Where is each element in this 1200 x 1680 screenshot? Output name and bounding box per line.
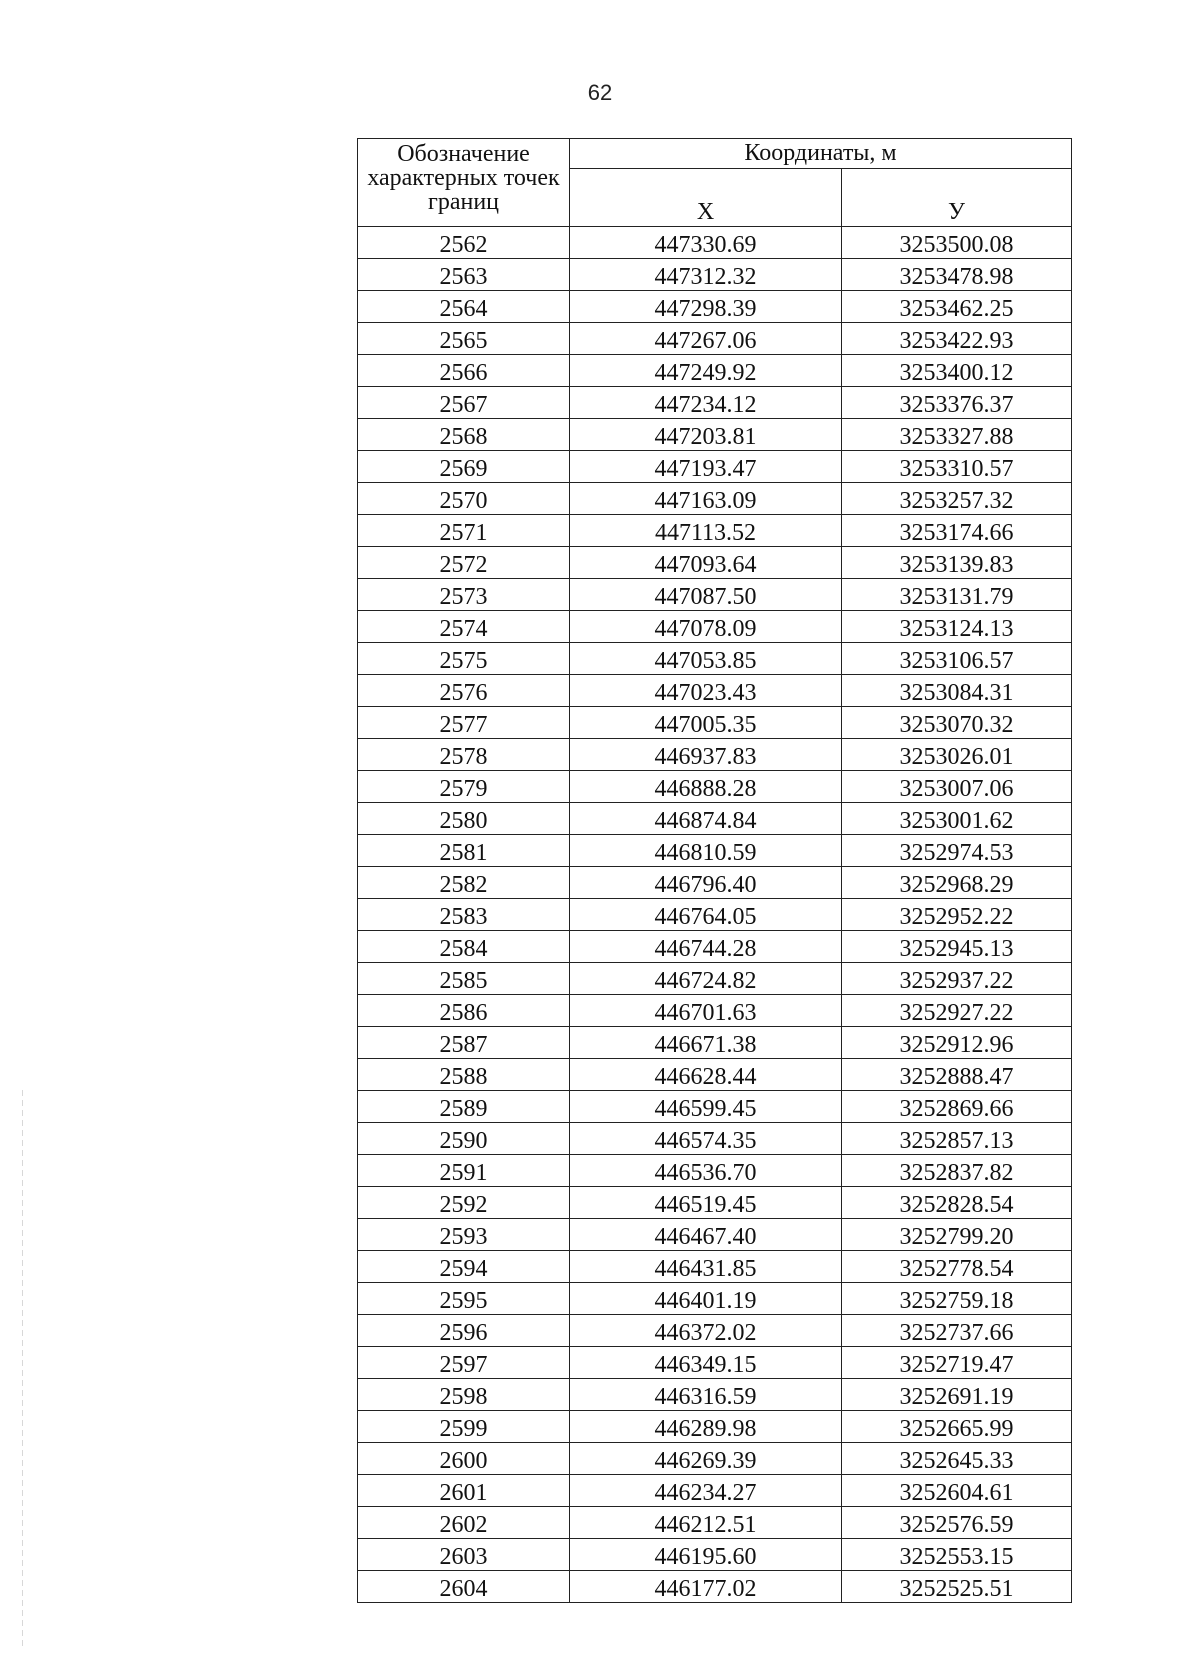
y-coordinate-cell: 3252759.18 <box>842 1283 1072 1315</box>
x-coordinate-cell: 447053.85 <box>570 643 842 675</box>
y-coordinate-cell: 3252737.66 <box>842 1315 1072 1347</box>
scan-edge-artifact <box>22 1090 23 1650</box>
x-coordinate-cell: 446372.02 <box>570 1315 842 1347</box>
point-id-cell: 2581 <box>358 835 570 867</box>
x-coordinate-cell: 447234.12 <box>570 387 842 419</box>
point-id-cell: 2587 <box>358 1027 570 1059</box>
x-coordinate-cell: 447113.52 <box>570 515 842 547</box>
x-coordinate-cell: 447298.39 <box>570 291 842 323</box>
table-row <box>358 259 1072 291</box>
y-coordinate-cell: 3253124.13 <box>842 611 1072 643</box>
y-coordinate-cell: 3252799.20 <box>842 1219 1072 1251</box>
coordinates-table <box>357 138 1072 1603</box>
y-coordinate-cell: 3252869.66 <box>842 1091 1072 1123</box>
y-coordinate-cell: 3252927.22 <box>842 995 1072 1027</box>
table-row <box>358 1539 1072 1571</box>
y-coordinate-cell: 3252857.13 <box>842 1123 1072 1155</box>
point-id-cell: 2599 <box>358 1411 570 1443</box>
table-row <box>358 803 1072 835</box>
x-coordinate-cell: 446269.39 <box>570 1443 842 1475</box>
x-coordinate-cell: 446289.98 <box>570 1411 842 1443</box>
point-id-cell: 2577 <box>358 707 570 739</box>
x-coordinate-cell: 446599.45 <box>570 1091 842 1123</box>
x-coordinate-cell: 446431.85 <box>570 1251 842 1283</box>
point-id-cell: 2564 <box>358 291 570 323</box>
point-id-cell: 2594 <box>358 1251 570 1283</box>
x-coordinate-cell: 446212.51 <box>570 1507 842 1539</box>
x-coordinate-cell: 447330.69 <box>570 227 842 259</box>
x-coordinate-cell: 447203.81 <box>570 419 842 451</box>
table-row <box>358 995 1072 1027</box>
x-coordinate-cell: 446536.70 <box>570 1155 842 1187</box>
x-coordinate-cell: 446874.84 <box>570 803 842 835</box>
y-coordinate-cell: 3253139.83 <box>842 547 1072 579</box>
x-coordinate-cell: 446401.19 <box>570 1283 842 1315</box>
x-coordinate-cell: 447193.47 <box>570 451 842 483</box>
point-id-cell: 2592 <box>358 1187 570 1219</box>
header-designation: Обозначение характерных точек границ <box>358 139 570 227</box>
x-coordinate-cell: 446234.27 <box>570 1475 842 1507</box>
table-row <box>358 707 1072 739</box>
point-id-cell: 2585 <box>358 963 570 995</box>
x-coordinate-cell: 447087.50 <box>570 579 842 611</box>
table-row <box>358 451 1072 483</box>
table-row <box>358 547 1072 579</box>
point-id-cell: 2583 <box>358 899 570 931</box>
point-id-cell: 2591 <box>358 1155 570 1187</box>
table-row <box>358 419 1072 451</box>
header-y: У <box>842 168 1072 226</box>
table-row <box>358 611 1072 643</box>
table-row <box>358 771 1072 803</box>
table-row <box>358 1219 1072 1251</box>
y-coordinate-cell: 3252952.22 <box>842 899 1072 931</box>
table-row <box>358 1315 1072 1347</box>
table-row <box>358 355 1072 387</box>
y-coordinate-cell: 3252828.54 <box>842 1187 1072 1219</box>
table-row <box>358 323 1072 355</box>
point-id-cell: 2565 <box>358 323 570 355</box>
point-id-cell: 2568 <box>358 419 570 451</box>
y-coordinate-cell: 3253327.88 <box>842 419 1072 451</box>
y-coordinate-cell: 3253007.06 <box>842 771 1072 803</box>
table-row <box>358 1091 1072 1123</box>
table-row <box>358 1123 1072 1155</box>
table-row <box>358 1507 1072 1539</box>
y-coordinate-cell: 3252912.96 <box>842 1027 1072 1059</box>
x-coordinate-cell: 447312.32 <box>570 259 842 291</box>
point-id-cell: 2604 <box>358 1571 570 1603</box>
x-coordinate-cell: 446574.35 <box>570 1123 842 1155</box>
x-coordinate-cell: 446519.45 <box>570 1187 842 1219</box>
table-row <box>358 1571 1072 1603</box>
y-coordinate-cell: 3253478.98 <box>842 259 1072 291</box>
point-id-cell: 2602 <box>358 1507 570 1539</box>
x-coordinate-cell: 447023.43 <box>570 675 842 707</box>
point-id-cell: 2570 <box>358 483 570 515</box>
x-coordinate-cell: 446810.59 <box>570 835 842 867</box>
point-id-cell: 2576 <box>358 675 570 707</box>
y-coordinate-cell: 3252945.13 <box>842 931 1072 963</box>
y-coordinate-cell: 3252525.51 <box>842 1571 1072 1603</box>
table-row <box>358 1059 1072 1091</box>
y-coordinate-cell: 3253422.93 <box>842 323 1072 355</box>
x-coordinate-cell: 446724.82 <box>570 963 842 995</box>
point-id-cell: 2571 <box>358 515 570 547</box>
point-id-cell: 2590 <box>358 1123 570 1155</box>
table-row <box>358 643 1072 675</box>
x-coordinate-cell: 446467.40 <box>570 1219 842 1251</box>
table-row <box>358 291 1072 323</box>
table-row <box>358 963 1072 995</box>
x-coordinate-cell: 447005.35 <box>570 707 842 739</box>
table-row <box>358 739 1072 771</box>
x-coordinate-cell: 446701.63 <box>570 995 842 1027</box>
y-coordinate-cell: 3252576.59 <box>842 1507 1072 1539</box>
point-id-cell: 2580 <box>358 803 570 835</box>
point-id-cell: 2578 <box>358 739 570 771</box>
x-coordinate-cell: 446888.28 <box>570 771 842 803</box>
y-coordinate-cell: 3253070.32 <box>842 707 1072 739</box>
table-row <box>358 483 1072 515</box>
point-id-cell: 2596 <box>358 1315 570 1347</box>
x-coordinate-cell: 446671.38 <box>570 1027 842 1059</box>
x-coordinate-cell: 446764.05 <box>570 899 842 931</box>
table-row <box>358 579 1072 611</box>
table-row <box>358 1475 1072 1507</box>
point-id-cell: 2567 <box>358 387 570 419</box>
point-id-cell: 2566 <box>358 355 570 387</box>
point-id-cell: 2584 <box>358 931 570 963</box>
y-coordinate-cell: 3253106.57 <box>842 643 1072 675</box>
y-coordinate-cell: 3252968.29 <box>842 867 1072 899</box>
point-id-cell: 2586 <box>358 995 570 1027</box>
table-row <box>358 899 1072 931</box>
x-coordinate-cell: 447267.06 <box>570 323 842 355</box>
y-coordinate-cell: 3253174.66 <box>842 515 1072 547</box>
point-id-cell: 2589 <box>358 1091 570 1123</box>
x-coordinate-cell: 446195.60 <box>570 1539 842 1571</box>
y-coordinate-cell: 3253001.62 <box>842 803 1072 835</box>
point-id-cell: 2593 <box>358 1219 570 1251</box>
page-number: 62 <box>587 80 613 105</box>
point-id-cell: 2562 <box>358 227 570 259</box>
y-coordinate-cell: 3252691.19 <box>842 1379 1072 1411</box>
y-coordinate-cell: 3253462.25 <box>842 291 1072 323</box>
point-id-cell: 2569 <box>358 451 570 483</box>
table-row <box>358 1187 1072 1219</box>
y-coordinate-cell: 3253376.37 <box>842 387 1072 419</box>
point-id-cell: 2573 <box>358 579 570 611</box>
table-row <box>358 1027 1072 1059</box>
y-coordinate-cell: 3252553.15 <box>842 1539 1072 1571</box>
table-row <box>358 1379 1072 1411</box>
table-row <box>358 515 1072 547</box>
table-row <box>358 1283 1072 1315</box>
point-id-cell: 2603 <box>358 1539 570 1571</box>
point-id-cell: 2572 <box>358 547 570 579</box>
point-id-cell: 2579 <box>358 771 570 803</box>
y-coordinate-cell: 3252837.82 <box>842 1155 1072 1187</box>
point-id-cell: 2600 <box>358 1443 570 1475</box>
x-coordinate-cell: 447078.09 <box>570 611 842 643</box>
table-row <box>358 1443 1072 1475</box>
x-coordinate-cell: 447163.09 <box>570 483 842 515</box>
table-row <box>358 931 1072 963</box>
table-row <box>358 675 1072 707</box>
y-coordinate-cell: 3253310.57 <box>842 451 1072 483</box>
point-id-cell: 2574 <box>358 611 570 643</box>
table-row <box>358 1411 1072 1443</box>
table-row <box>358 1347 1072 1379</box>
x-coordinate-cell: 447249.92 <box>570 355 842 387</box>
point-id-cell: 2563 <box>358 259 570 291</box>
table-row <box>358 1251 1072 1283</box>
y-coordinate-cell: 3253400.12 <box>842 355 1072 387</box>
x-coordinate-cell: 446316.59 <box>570 1379 842 1411</box>
point-id-cell: 2598 <box>358 1379 570 1411</box>
x-coordinate-cell: 446177.02 <box>570 1571 842 1603</box>
x-coordinate-cell: 446628.44 <box>570 1059 842 1091</box>
x-coordinate-cell: 446937.83 <box>570 739 842 771</box>
y-coordinate-cell: 3252604.61 <box>842 1475 1072 1507</box>
point-id-cell: 2597 <box>358 1347 570 1379</box>
point-id-cell: 2575 <box>358 643 570 675</box>
x-coordinate-cell: 446796.40 <box>570 867 842 899</box>
y-coordinate-cell: 3252719.47 <box>842 1347 1072 1379</box>
point-id-cell: 2588 <box>358 1059 570 1091</box>
y-coordinate-cell: 3252974.53 <box>842 835 1072 867</box>
y-coordinate-cell: 3252778.54 <box>842 1251 1072 1283</box>
point-id-cell: 2582 <box>358 867 570 899</box>
table-body <box>358 227 1072 1603</box>
y-coordinate-cell: 3253257.32 <box>842 483 1072 515</box>
x-coordinate-cell: 446349.15 <box>570 1347 842 1379</box>
table-row <box>358 227 1072 259</box>
point-id-cell: 2601 <box>358 1475 570 1507</box>
y-coordinate-cell: 3252665.99 <box>842 1411 1072 1443</box>
header-coordinates: Координаты, м <box>570 139 1072 169</box>
point-id-cell: 2595 <box>358 1283 570 1315</box>
y-coordinate-cell: 3253131.79 <box>842 579 1072 611</box>
table-row <box>358 1155 1072 1187</box>
y-coordinate-cell: 3253026.01 <box>842 739 1072 771</box>
x-coordinate-cell: 447093.64 <box>570 547 842 579</box>
table-row <box>358 387 1072 419</box>
x-coordinate-cell: 446744.28 <box>570 931 842 963</box>
y-coordinate-cell: 3253084.31 <box>842 675 1072 707</box>
table-header <box>358 139 1072 227</box>
y-coordinate-cell: 3252937.22 <box>842 963 1072 995</box>
header-x: X <box>570 168 842 226</box>
y-coordinate-cell: 3252888.47 <box>842 1059 1072 1091</box>
y-coordinate-cell: 3252645.33 <box>842 1443 1072 1475</box>
table-row <box>358 835 1072 867</box>
table-row <box>358 867 1072 899</box>
y-coordinate-cell: 3253500.08 <box>842 227 1072 259</box>
